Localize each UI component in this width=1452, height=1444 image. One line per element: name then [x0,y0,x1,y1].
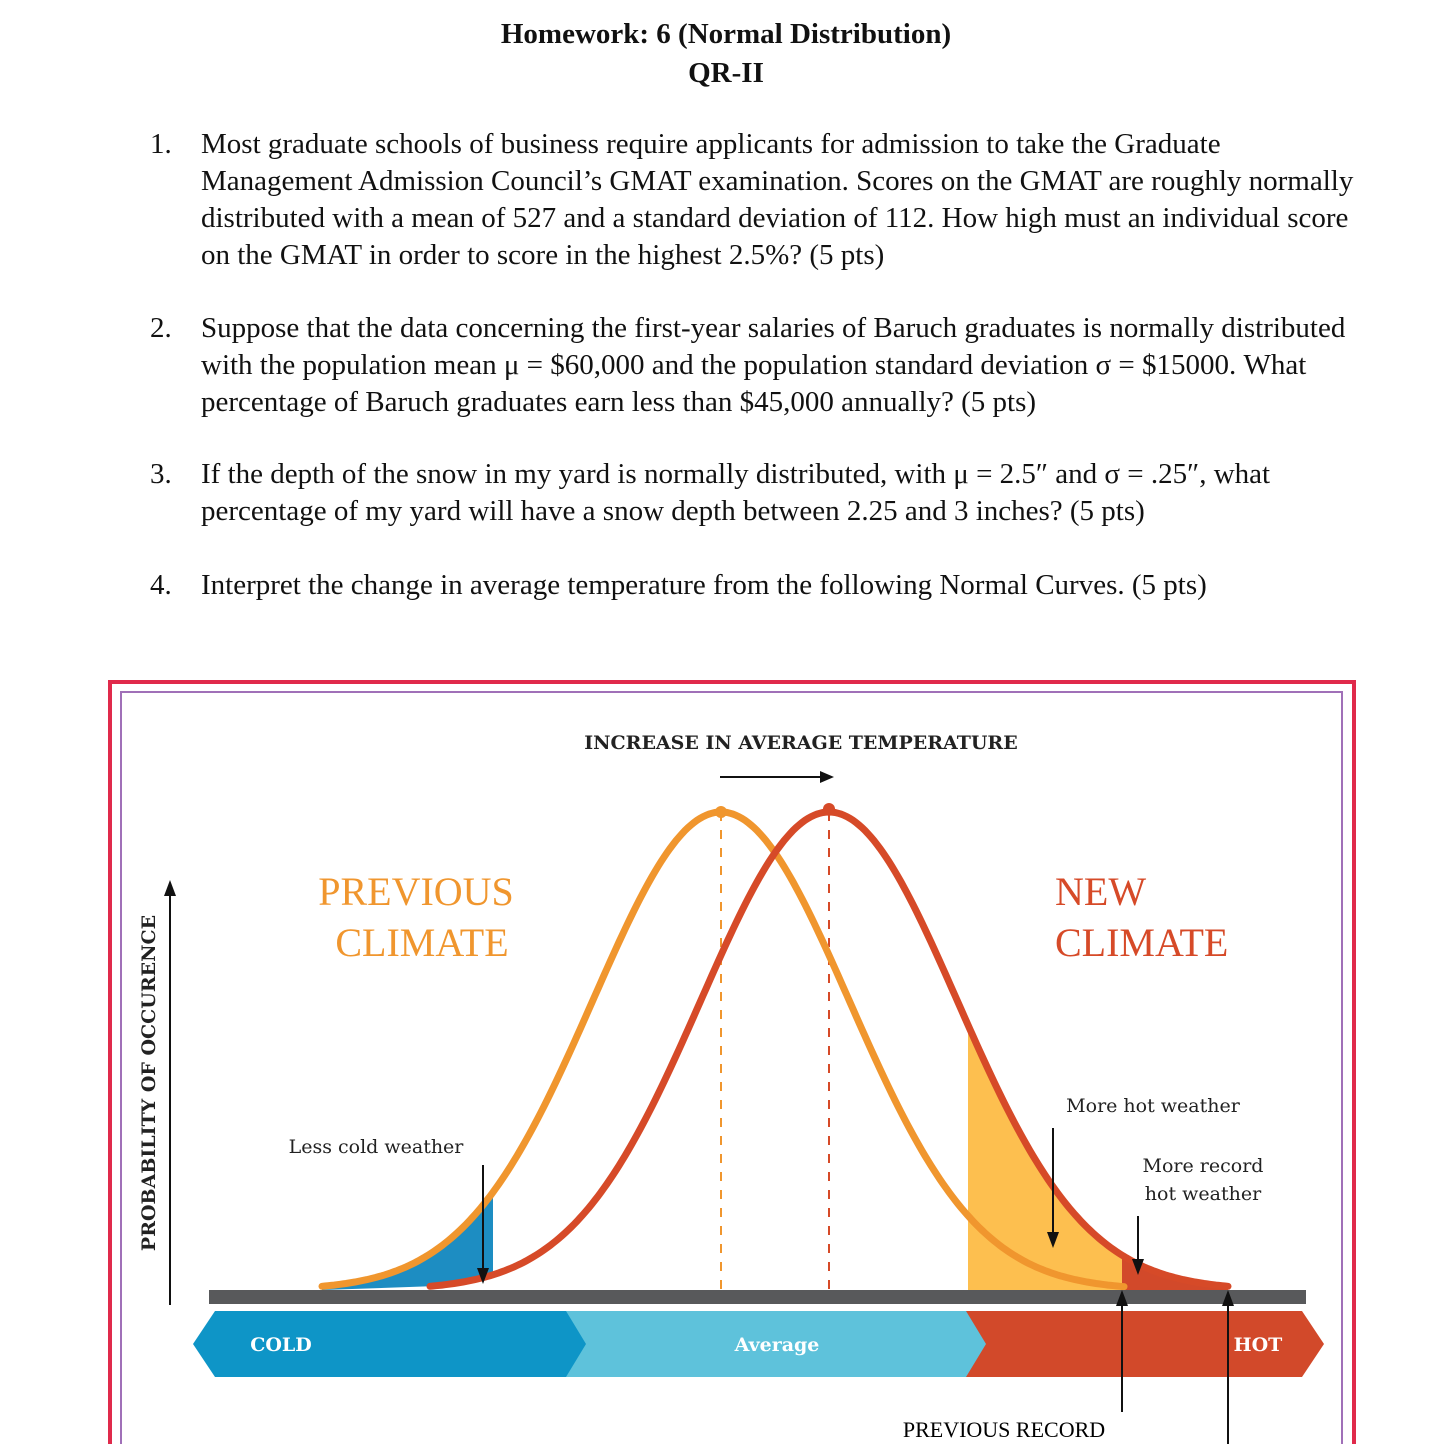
new-climate-label-line-1: NEW [1055,869,1147,914]
average-band-label: Average [734,1334,820,1356]
question-text: Suppose that the data concerning the first-year salaries of Baruch graduates is normally distributed with the population mean μ = $60,000 and the population standard deviation σ = $15000. What percentage of Baruch graduates earn less than $45,000 annually? (5 pts) [201,312,1346,418]
question-number: 4. [150,569,172,601]
question-number: 2. [150,312,172,344]
question-number: 1. [150,128,172,160]
previous-climate-label-line-1: PREVIOUS [318,869,514,914]
new-peak-dot [823,803,835,815]
previous-record-label: PREVIOUS RECORD [902,1417,1106,1442]
page-subtitle: QR-II [688,57,764,89]
figure-title: INCREASE IN AVERAGE TEMPERATURE [584,732,1018,754]
y-axis-label: PROBABILITY OF OCCURENCE [138,914,160,1252]
question-text: Most graduate schools of business require applicants for admission to take the Graduate Management Admission Council’s GMAT examination. Scores on the GMAT are roughly normally distributed with a mean of 527 and a standard deviation of 112. How high must an individual score on the GMAT in order to score in the highest 2.5%? (5 pts) [201,128,1354,271]
more-hot-area [968,1025,1122,1290]
increase-arrow-head [820,771,834,783]
page-title: Homework: 6 (Normal Distribution) [500,18,952,50]
more-record-label-line-2: hot weather [1144,1183,1262,1205]
question-text: Interpret the change in average temperature from the following Normal Curves. (5 pts) [201,569,1207,601]
more-record-label-line-1: More record [1142,1155,1264,1177]
question-number: 3. [150,458,172,490]
new-climate-label-line-2: CLIMATE [1055,920,1229,965]
more-hot-weather-label: More hot weather [1066,1095,1240,1117]
cold-band-label: COLD [250,1334,312,1356]
question-text: If the depth of the snow in my yard is normally distributed, with μ = 2.5″ and σ = .25″, what percentage of my yard will have a snow depth between 2.25 and 3 inches? (5 pts) [201,458,1271,527]
previous-climate-label-line-2: CLIMATE [335,920,509,965]
less-cold-area [322,1192,493,1290]
y-axis-arrow-head [164,880,176,896]
baseline-bar [209,1290,1306,1304]
less-cold-weather-label: Less cold weather [288,1136,464,1158]
previous-peak-dot [715,806,727,818]
hot-band-label: HOT [1233,1334,1283,1356]
